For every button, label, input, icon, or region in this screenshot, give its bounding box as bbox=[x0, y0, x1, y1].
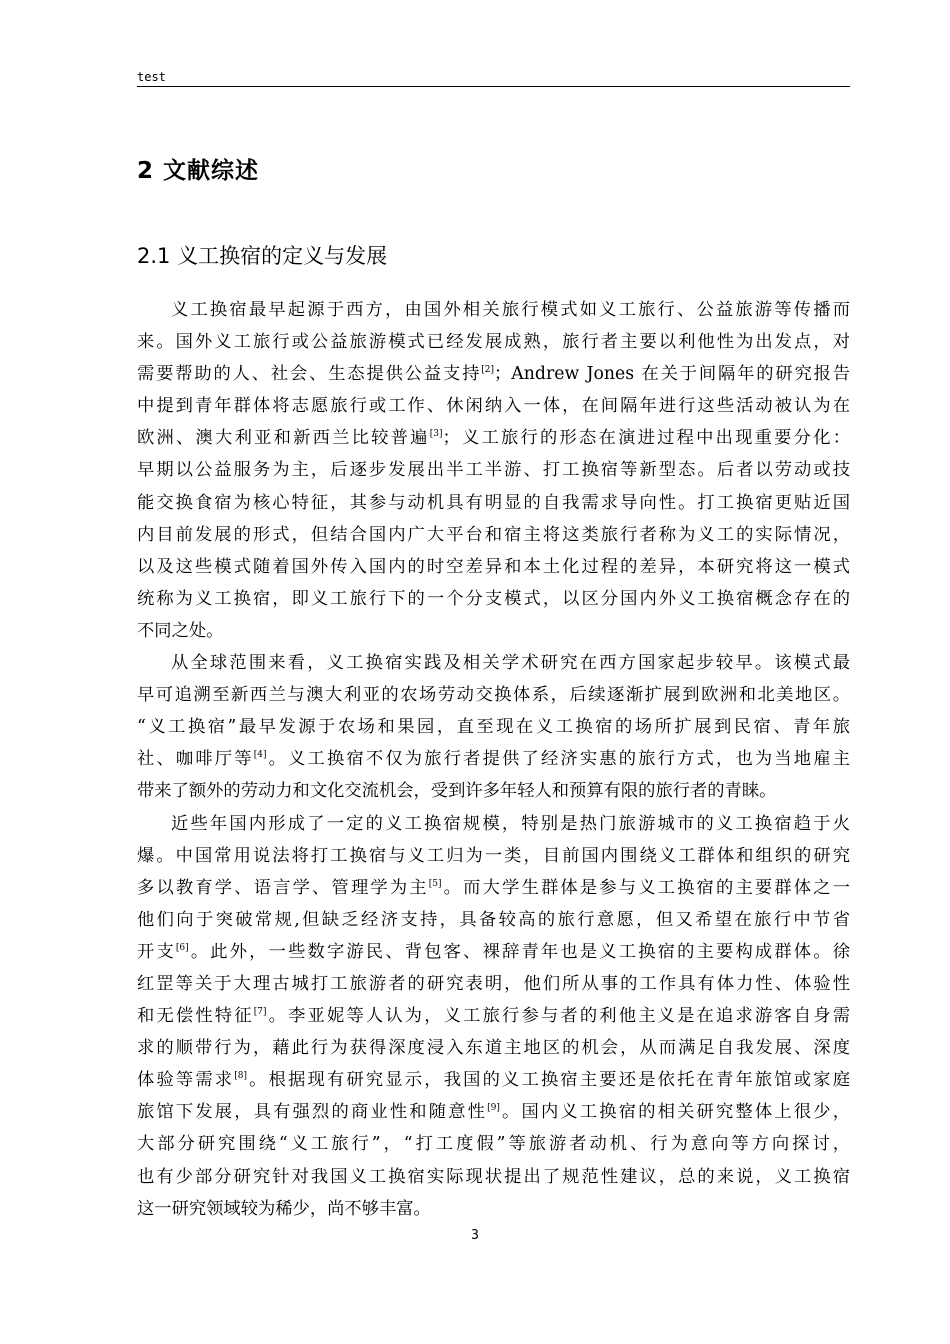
text-run: ；Andrew Jones 在关于间隔年的研究报告 bbox=[494, 364, 850, 385]
citation-ref: [4] bbox=[253, 750, 267, 761]
citation-ref: [3] bbox=[429, 429, 443, 440]
body-line bbox=[137, 808, 850, 840]
body-line bbox=[137, 487, 850, 519]
text-run: 统称为义工换宿，即义工旅行下的一个分支模式，以区分国内外义工换宿概念存在的 bbox=[137, 588, 850, 609]
text-run: 需要帮助的人、社会、生态提供公益支持 bbox=[137, 364, 482, 385]
text-run: 体验等需求 bbox=[137, 1070, 235, 1091]
text-run: 。李亚妮等人认为，义工旅行参与者的利他主义是在追求游客自身需 bbox=[266, 1006, 850, 1027]
text-run: 来。国外义工旅行或公益旅游模式已经发展成熟，旅行者主要以利他性为出发点，对 bbox=[137, 332, 850, 353]
text-run: 社、咖啡厅等 bbox=[137, 749, 254, 770]
body-line bbox=[137, 840, 850, 872]
body-line bbox=[137, 1128, 850, 1160]
body-line bbox=[137, 519, 850, 551]
text-run: 内目前发展的形式，但结合国内广大平台和宿主将这类旅行者称为义工的实际情况， bbox=[137, 524, 850, 545]
citation-ref: [7] bbox=[253, 1007, 267, 1018]
body-line bbox=[137, 904, 850, 936]
text-run: 。根据现有研究显示，我国的义工换宿主要还是依托在青年旅馆或家庭 bbox=[247, 1070, 850, 1091]
text-run: 他们向于突破常规,但缺乏经济支持，具备较高的旅行意愿，但又希望在旅行中节省 bbox=[137, 909, 850, 930]
text-run: 这一研究领域较为稀少，尚不够丰富。 bbox=[137, 1198, 431, 1219]
text-run: 大部分研究围绕“义工旅行”，“打工度假”等旅游者动机、行为意向等方向探讨， bbox=[137, 1134, 850, 1155]
body-line bbox=[137, 711, 850, 743]
body-line bbox=[137, 647, 850, 679]
text-run: 也有少部分研究针对我国义工换宿实际现状提出了规范性建议，总的来说，义工换宿 bbox=[137, 1166, 850, 1187]
header-rule bbox=[137, 86, 850, 87]
text-run: 求的顺带行为，藉此行为获得深度浸入东道主地区的机会，从而满足自我发展、深度 bbox=[137, 1038, 850, 1059]
body-line bbox=[137, 583, 850, 615]
body-line bbox=[137, 872, 850, 904]
text-run: 。国内义工换宿的相关研究整体上很少， bbox=[499, 1102, 850, 1123]
text-run: 从全球范围来看，义工换宿实践及相关学术研究在西方国家起步较早。该模式最 bbox=[171, 653, 850, 674]
text-run: 。此外，一些数字游民、背包客、裸辞青年也是义工换宿的主要构成群体。徐 bbox=[188, 941, 850, 962]
running-header: test bbox=[137, 70, 166, 84]
text-run: 和无偿性特征 bbox=[137, 1006, 254, 1027]
text-run: 不同之处。 bbox=[137, 620, 224, 641]
body-line bbox=[137, 326, 850, 358]
body-line bbox=[137, 1161, 850, 1193]
text-run: “义工换宿”最早发源于农场和果园，直至现在义工换宿的场所扩展到民宿、青年旅 bbox=[137, 717, 850, 738]
body-line bbox=[137, 1032, 850, 1064]
body-line bbox=[137, 1096, 850, 1128]
text-run: 开支 bbox=[137, 941, 176, 962]
body-line bbox=[137, 1064, 850, 1096]
body-line bbox=[137, 358, 850, 390]
body-line bbox=[137, 294, 850, 326]
text-run: 中提到青年群体将志愿旅行或工作、休闲纳入一体，在间隔年进行这些活动被认为在 bbox=[137, 396, 850, 417]
body-line bbox=[137, 1193, 850, 1225]
text-run: 带来了额外的劳动力和文化交流机会，受到许多年轻人和预算有限的旅行者的青睐。 bbox=[137, 781, 777, 802]
body-line bbox=[137, 615, 850, 647]
citation-ref: [8] bbox=[234, 1071, 248, 1082]
text-run: 多以教育学、语言学、管理学为主 bbox=[137, 877, 429, 898]
chapter-title: 2 文献综述 bbox=[137, 158, 260, 184]
body-line bbox=[137, 936, 850, 968]
text-run: 早期以公益服务为主，后逐步发展出半工半游、打工换宿等新型态。后者以劳动或技 bbox=[137, 460, 850, 481]
citation-ref: [2] bbox=[481, 365, 494, 376]
text-run: 。而大学生群体是参与义工换宿的主要群体之一 bbox=[441, 877, 850, 898]
text-run: 早可追溯至新西兰与澳大利亚的农场劳动交换体系，后续逐渐扩展到欧洲和北美地区。 bbox=[137, 685, 850, 706]
body-line bbox=[137, 775, 850, 807]
citation-ref: [9] bbox=[487, 1103, 500, 1114]
body-line bbox=[137, 454, 850, 486]
body-line bbox=[137, 968, 850, 1000]
text-run: 红罡等关于大理古城打工旅游者的研究表明，他们所从事的工作具有体力性、体验性 bbox=[137, 973, 850, 994]
page-number: 3 bbox=[471, 1228, 479, 1243]
text-run: 。义工换宿不仅为旅行者提供了经济实惠的旅行方式，也为当地雇主 bbox=[266, 749, 850, 770]
body-line bbox=[137, 1000, 850, 1032]
body-line bbox=[137, 390, 850, 422]
text-run: 爆。中国常用说法将打工换宿与义工归为一类，目前国内围绕义工群体和组织的研究 bbox=[137, 845, 850, 866]
text-run: 以及这些模式随着国外传入国内的时空差异和本土化过程的差异，本研究将这一模式 bbox=[137, 556, 850, 577]
text-run: ；义工旅行的形态在演进过程中出现重要分化： bbox=[442, 428, 850, 449]
text-run: 旅馆下发展，具有强烈的商业性和随意性 bbox=[137, 1102, 488, 1123]
citation-ref: [6] bbox=[175, 942, 189, 953]
text-run: 能交换食宿为核心特征，其参与动机具有明显的自我需求导向性。打工换宿更贴近国 bbox=[137, 492, 850, 513]
citation-ref: [5] bbox=[428, 878, 442, 889]
text-run: 义工换宿最早起源于西方，由国外相关旅行模式如义工旅行、公益旅游等传播而 bbox=[171, 300, 850, 320]
text-run: 近些年国内形成了一定的义工换宿规模，特别是热门旅游城市的义工换宿趋于火 bbox=[171, 813, 850, 834]
body-line bbox=[137, 422, 850, 454]
body-text bbox=[137, 294, 850, 1225]
text-run: 欧洲、澳大利亚和新西兰比较普遍 bbox=[137, 428, 430, 449]
body-line bbox=[137, 551, 850, 583]
body-line bbox=[137, 679, 850, 711]
body-line bbox=[137, 743, 850, 775]
section-title: 2.1 义工换宿的定义与发展 bbox=[137, 244, 388, 268]
